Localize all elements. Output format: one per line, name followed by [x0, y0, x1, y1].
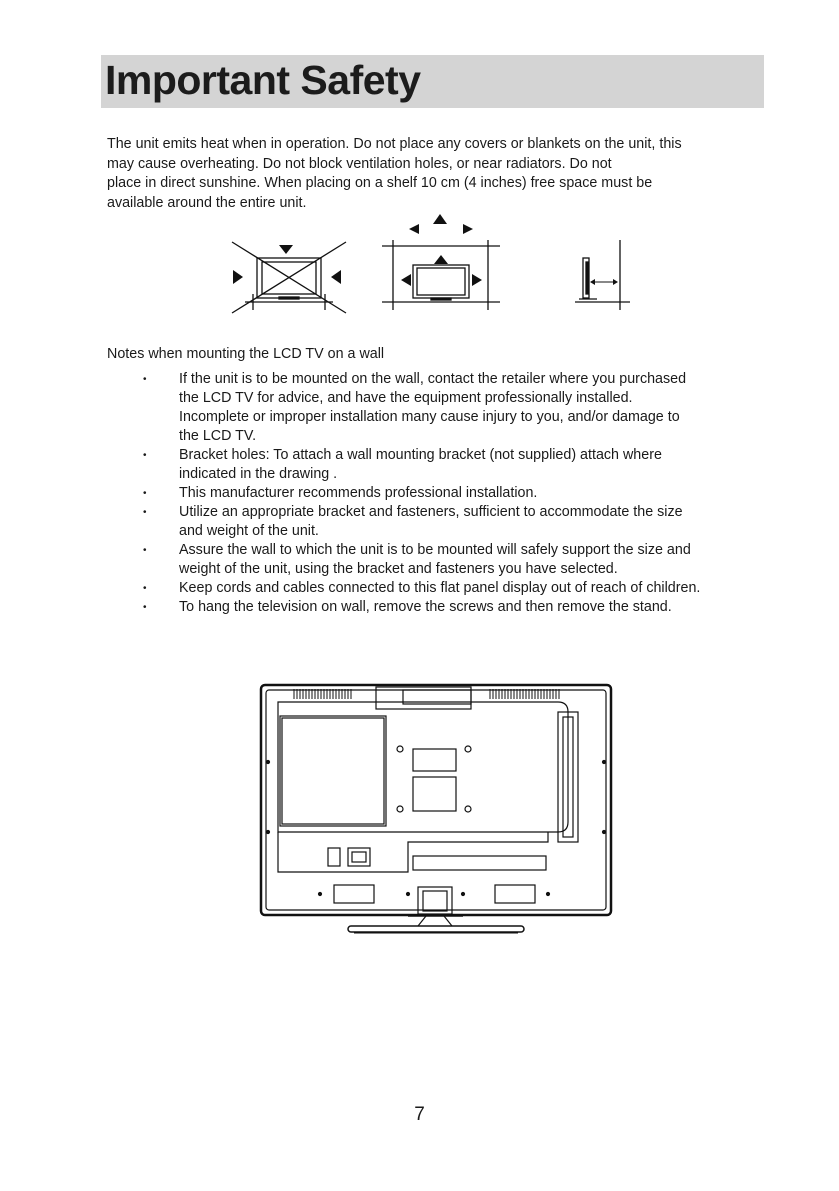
list-item-text: the LCD TV.	[179, 428, 257, 444]
list-item	[137, 484, 777, 503]
list-item	[137, 598, 777, 617]
list-item-text: the LCD TV for advice, and have the equipment professionally installed.	[179, 390, 633, 406]
list-item-text: Incomplete or improper installation many cause injury to you, and/or damage to	[179, 409, 680, 425]
list-item-text: Bracket holes: To attach a wall mounting bracket (not supplied) attach where	[179, 447, 662, 463]
diagram-proper-spacing-tv	[382, 214, 500, 310]
diagram-side-spacing-tv	[575, 240, 630, 310]
intro-line: place in direct sunshine. When placing on a shelf 10 cm (4 inches) free space must be	[107, 175, 653, 191]
bullet-icon: •	[143, 602, 147, 613]
bullet-icon: •	[143, 450, 147, 461]
notes-heading: Notes when mounting the LCD TV on a wall	[107, 346, 385, 362]
list-item-text: To hang the television on wall, remove the screws and then remove the stand.	[179, 599, 672, 615]
intro-paragraph	[107, 135, 767, 213]
page-number: 7	[414, 1104, 425, 1125]
list-item	[137, 446, 777, 484]
tv-rear-panel-drawing	[258, 682, 614, 938]
list-item	[137, 579, 777, 598]
intro-line: The unit emits heat when in operation. Do not place any covers or blankets on the unit, this	[107, 136, 682, 152]
bullet-icon: •	[143, 374, 147, 385]
list-item-text: Utilize an appropriate bracket and fasteners, sufficient to accommodate the size	[179, 504, 683, 520]
page-title: Important Safety	[105, 57, 421, 103]
title-bar	[101, 55, 764, 108]
bullet-icon: •	[143, 488, 147, 499]
list-item	[137, 541, 777, 579]
list-item-text: If the unit is to be mounted on the wall, contact the retailer where you purchased	[179, 371, 687, 387]
diagram-blocked-tv	[232, 242, 346, 313]
list-item-text: Keep cords and cables connected to this flat panel display out of reach of children.	[179, 580, 701, 596]
bullet-icon: •	[143, 507, 147, 518]
bullet-icon: •	[143, 545, 147, 556]
intro-line: may cause overheating. Do not block ventilation holes, or near radiators. Do not	[107, 155, 612, 172]
bullet-icon: •	[143, 583, 147, 594]
list-item-text: weight of the unit, using the bracket and fasteners you have selected.	[179, 561, 618, 577]
list-item-text: Assure the wall to which the unit is to be mounted will safely support the size and	[179, 542, 691, 558]
ventilation-diagrams	[225, 210, 635, 320]
list-item-text: and weight of the unit.	[179, 523, 319, 539]
list-item	[137, 370, 777, 446]
list-item-text: This manufacturer recommends professional installation.	[179, 485, 538, 501]
list-item	[137, 503, 777, 541]
list-item-text: indicated in the drawing .	[179, 466, 338, 482]
intro-line: available around the entire unit.	[107, 194, 307, 211]
notes-list	[137, 370, 777, 617]
